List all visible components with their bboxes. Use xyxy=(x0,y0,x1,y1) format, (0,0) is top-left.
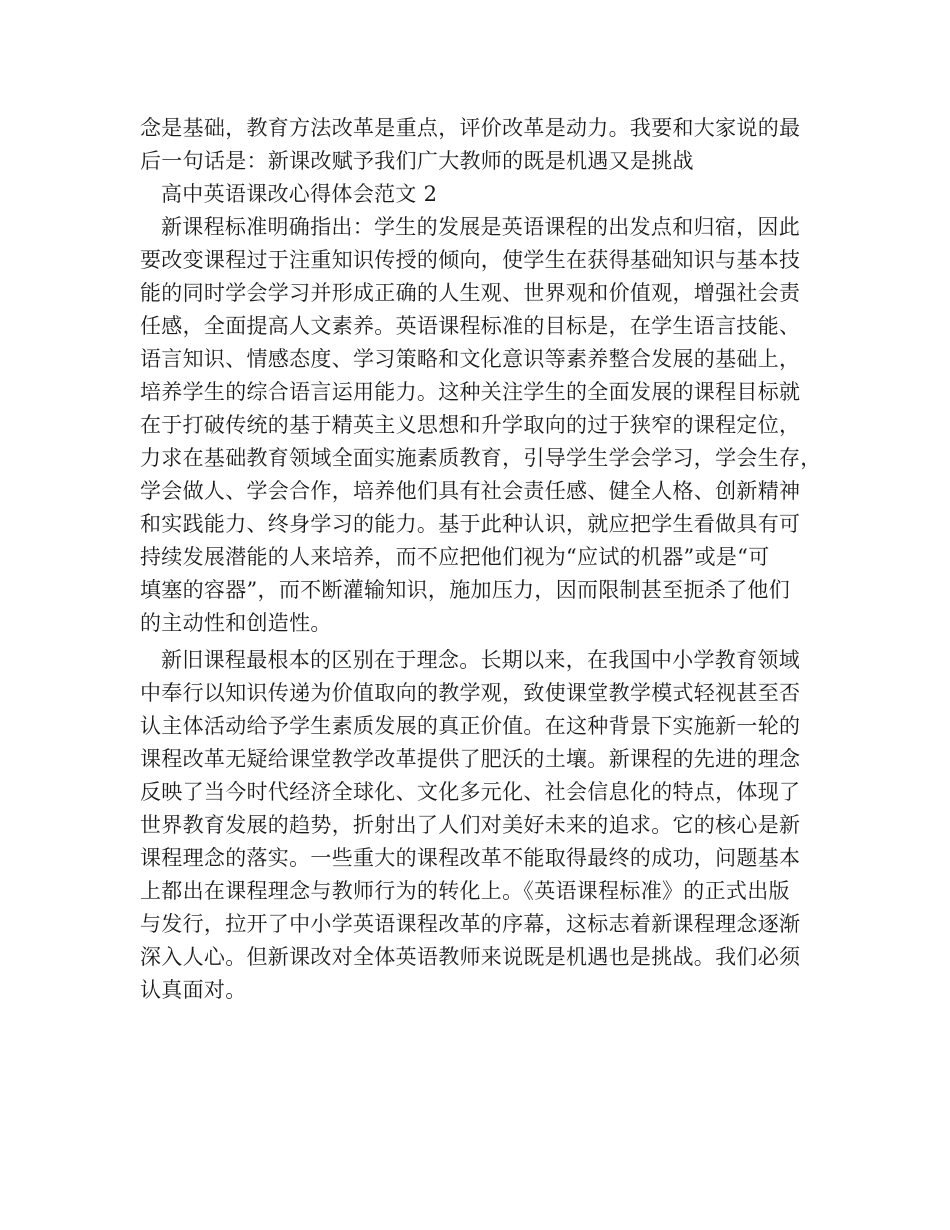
text-line: 填塞的容器”，而不断灌输知识，施加压力，因而限制甚至扼杀了他们 xyxy=(140,578,791,602)
text-line: 新旧课程最根本的区别在于理念。长期以来，在我国中小学教育领域 xyxy=(161,648,800,672)
text-line: 要改变课程过于注重知识传授的倾向，使学生在获得基础知识与基本技 xyxy=(140,248,801,272)
text-line: 课程理念的落实。一些重大的课程改革不能取得最终的成功，问题基本 xyxy=(140,846,801,870)
paragraph-concept xyxy=(140,644,812,1007)
text-line: 在于打破传统的基于精英主义思想和升学取向的过于狭窄的课程定位， xyxy=(140,413,801,437)
text-line: 后一句话是：新课改赋予我们广大教师的既是机遇又是挑战 xyxy=(140,149,694,173)
section-heading xyxy=(140,178,812,211)
text-line: 的主动性和创造性。 xyxy=(140,611,332,635)
text-line: 语言知识、情感态度、学习策略和文化意识等素养整合发展的基础上， xyxy=(140,347,801,371)
text-line: 力求在基础教育领域全面实施素质教育，引导学生学会学习，学会生存， xyxy=(140,446,822,470)
heading-text: 高中英语课改心得体会范文 2 xyxy=(161,182,438,206)
text-line: 学会做人、学会合作，培养他们具有社会责任感、健全人格、创新精神 xyxy=(140,479,801,503)
text-line: 课程改革无疑给课堂教学改革提供了肥沃的土壤。新课程的先进的理念 xyxy=(140,747,801,771)
paragraph-course-standard xyxy=(140,211,822,640)
text-line: 念是基础，教育方法改革是重点，评价改革是动力。我要和大家说的最 xyxy=(140,116,801,140)
text-line: 深入人心。但新课改对全体英语教师来说既是机遇也是挑战。我们必须 xyxy=(140,945,801,969)
text-line: 认真面对。 xyxy=(140,978,247,1002)
text-line: 中奉行以知识传递为价值取向的教学观，致使课堂教学模式轻视甚至否 xyxy=(140,681,801,705)
text-line: 任感，全面提高人文素养。英语课程标准的目标是，在学生语言技能、 xyxy=(140,314,801,338)
text-line: 新课程标准明确指出：学生的发展是英语课程的出发点和归宿，因此 xyxy=(161,215,800,239)
text-line: 和实践能力、终身学习的能力。基于此种认识，就应把学生看做具有可 xyxy=(140,512,801,536)
text-line: 世界教育发展的趋势，折射出了人们对美好未来的追求。它的核心是新 xyxy=(140,813,801,837)
text-line: 上都出在课程理念与教师行为的转化上。《英语课程标准》的正式出版 xyxy=(140,879,790,903)
text-line: 与发行，拉开了中小学英语课程改革的序幕，这标志着新课程理念逐渐 xyxy=(140,912,801,936)
paragraph-continuation xyxy=(140,112,812,178)
text-line: 持续发展潜能的人来培养，而不应把他们视为“应试的机器”或是“可 xyxy=(140,545,770,569)
text-line: 反映了当今时代经济全球化、文化多元化、社会信息化的特点，体现了 xyxy=(140,780,801,804)
text-line: 能的同时学会学习并形成正确的人生观、世界观和价值观，增强社会责 xyxy=(140,281,801,305)
text-line: 认主体活动给予学生素质发展的真正价值。在这种背景下实施新一轮的 xyxy=(140,714,801,738)
text-line: 培养学生的综合语言运用能力。这种关注学生的全面发展的课程目标就 xyxy=(140,380,801,404)
